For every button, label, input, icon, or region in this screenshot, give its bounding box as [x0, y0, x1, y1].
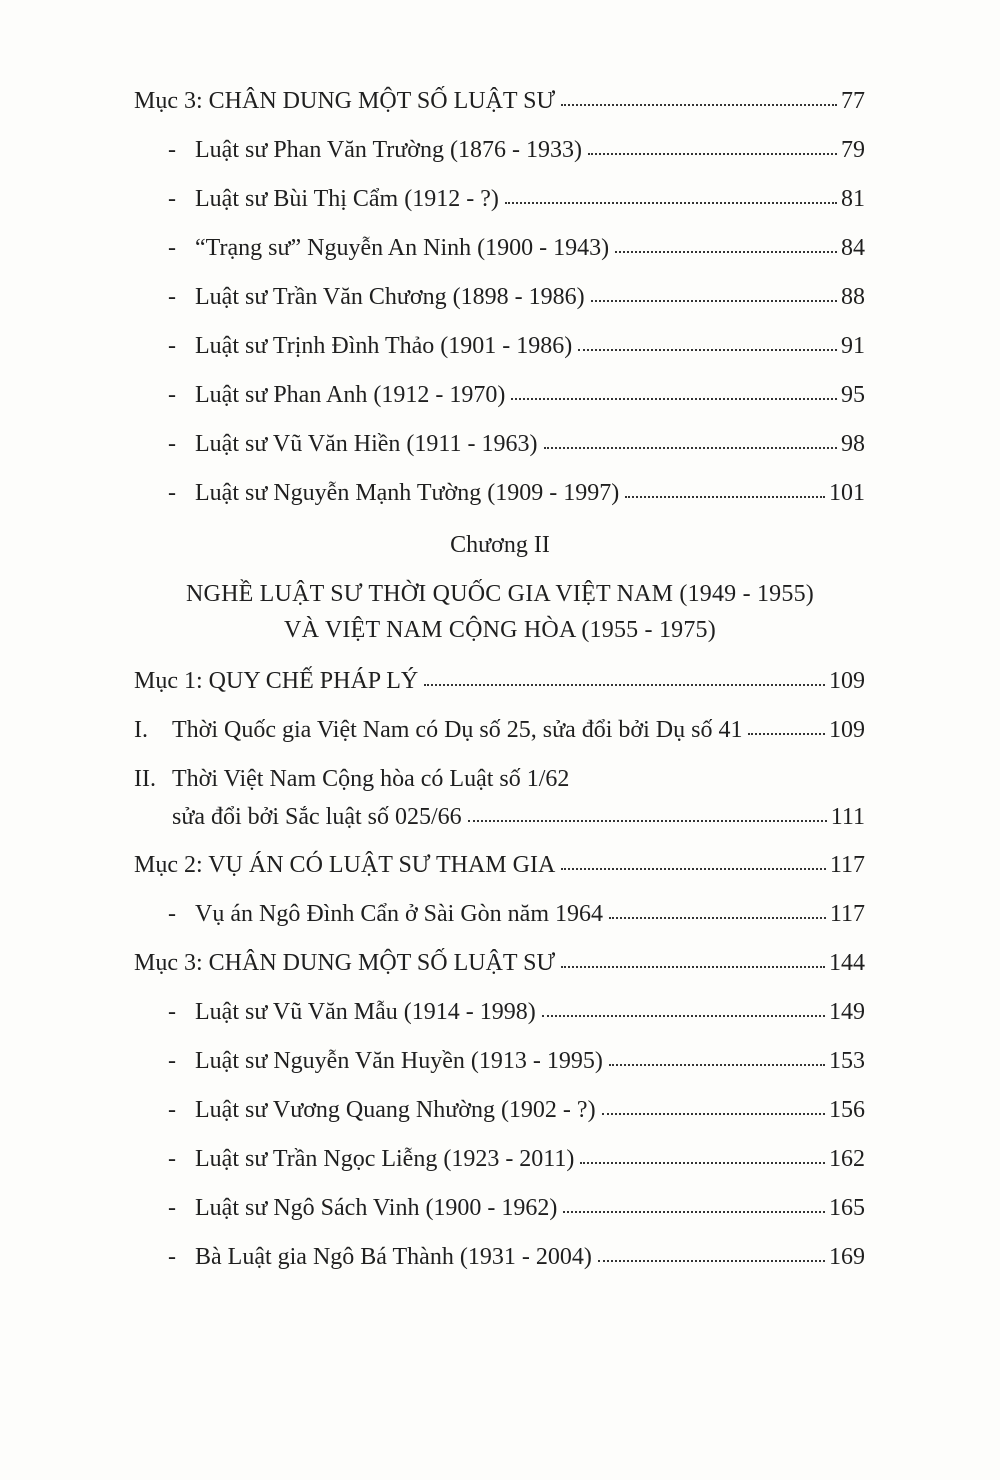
- toc-page-number: 77: [841, 88, 865, 114]
- toc-entry-label: Luật sư Nguyễn Văn Huyền (1913 - 1995): [195, 1048, 603, 1074]
- toc-entry-label: Thời Quốc gia Việt Nam có Dụ số 25, sửa đổi bởi Dụ số 41: [172, 717, 743, 743]
- leader-dots: [580, 1161, 825, 1164]
- toc-entry[interactable]: [168, 329, 865, 363]
- bullet-dash: -: [168, 1097, 176, 1123]
- toc-entry-label: Luật sư Nguyễn Mạnh Tường (1909 - 1997): [195, 480, 620, 506]
- toc-entry[interactable]: [168, 378, 865, 412]
- bullet-dash: -: [168, 1195, 176, 1221]
- toc-page-number: 95: [841, 382, 865, 408]
- toc-entry-label: Luật sư Phan Anh (1912 - 1970): [195, 382, 506, 408]
- toc-page-number: 156: [829, 1097, 865, 1123]
- leader-dots: [625, 495, 825, 498]
- toc-entry-label: Bà Luật gia Ngô Bá Thành (1931 - 2004): [195, 1244, 592, 1270]
- toc-entry-label: Luật sư Trần Văn Chương (1898 - 1986): [195, 284, 585, 310]
- toc-page-number: 98: [841, 431, 865, 457]
- toc-page-number: 109: [829, 717, 865, 743]
- toc-page-number: 169: [829, 1244, 865, 1270]
- leader-dots: [748, 732, 825, 735]
- toc-page-number: 165: [829, 1195, 865, 1221]
- bullet-dash: -: [168, 333, 176, 359]
- toc-entry-label: Luật sư Phan Văn Trường (1876 - 1933): [195, 137, 582, 163]
- toc-page-number: 101: [829, 480, 865, 506]
- toc-heading-muc3-a[interactable]: [134, 84, 865, 118]
- toc-page-number: 111: [830, 804, 865, 830]
- toc-page-number: 84: [841, 235, 865, 261]
- toc-entry-label: Luật sư Vương Quang Nhường (1902 - ?): [195, 1097, 596, 1123]
- toc-entry-label: Luật sư Trịnh Đình Thảo (1901 - 1986): [195, 333, 573, 359]
- toc-entry[interactable]: [168, 231, 865, 265]
- bullet-dash: -: [168, 1048, 176, 1074]
- toc-entry-label: Luật sư Trần Ngọc Liễng (1923 - 2011): [195, 1146, 575, 1172]
- toc-heading-muc1[interactable]: [134, 664, 865, 698]
- toc-entry[interactable]: [168, 897, 865, 931]
- bullet-dash: -: [168, 235, 176, 261]
- toc-heading-label: Mục 3: CHÂN DUNG MỘT SỐ LUẬT SƯ: [134, 88, 556, 114]
- leader-dots: [544, 446, 837, 449]
- bullet-dash: -: [168, 382, 176, 408]
- toc-page-number: 79: [841, 137, 865, 163]
- toc-page-number: 81: [841, 186, 865, 212]
- leader-dots: [591, 299, 837, 302]
- toc-entry-label: Luật sư Vũ Văn Mẫu (1914 - 1998): [195, 999, 536, 1025]
- bullet-dash: -: [168, 137, 176, 163]
- leader-dots: [578, 348, 837, 351]
- leader-dots: [505, 201, 837, 204]
- toc-entry[interactable]: [168, 133, 865, 167]
- toc-heading-muc2[interactable]: [134, 848, 865, 882]
- toc-page-number: 109: [829, 668, 865, 694]
- toc-page-number: 153: [829, 1048, 865, 1074]
- bullet-dash: -: [168, 1244, 176, 1270]
- toc-heading-label: Mục 1: QUY CHẾ PHÁP LÝ: [134, 668, 419, 694]
- toc-entry-label: Luật sư Ngô Sách Vinh (1900 - 1962): [195, 1195, 558, 1221]
- toc-page-number: 149: [829, 999, 865, 1025]
- toc-entry-label: Thời Việt Nam Cộng hòa có Luật số 1/62: [172, 766, 570, 792]
- toc-entry-roman-1[interactable]: [134, 713, 865, 747]
- bullet-dash: -: [168, 901, 176, 927]
- leader-dots: [542, 1014, 825, 1017]
- toc-entry[interactable]: [168, 1191, 865, 1225]
- leader-dots: [588, 152, 837, 155]
- toc-entry-label-cont: sửa đổi bởi Sắc luật số 025/66: [172, 804, 462, 830]
- toc-page-number: 162: [829, 1146, 865, 1172]
- toc-entry-label: “Trạng sư” Nguyễn An Ninh (1900 - 1943): [195, 235, 610, 261]
- toc-entry[interactable]: [168, 1093, 865, 1127]
- leader-dots: [602, 1112, 825, 1115]
- toc-entry[interactable]: [168, 182, 865, 216]
- toc-entry-label: Luật sư Bùi Thị Cẩm (1912 - ?): [195, 186, 499, 212]
- toc-entry-continuation[interactable]: [172, 800, 865, 834]
- bullet-dash: -: [168, 999, 176, 1025]
- leader-dots: [561, 965, 825, 968]
- toc-entry[interactable]: [168, 427, 865, 461]
- leader-dots: [563, 1210, 825, 1213]
- leader-dots: [609, 1063, 825, 1066]
- toc-entry[interactable]: [168, 1240, 865, 1274]
- bullet-dash: -: [168, 186, 176, 212]
- bullet-dash: -: [168, 480, 176, 506]
- leader-dots: [609, 916, 826, 919]
- chapter-title-line2: VÀ VIỆT NAM CỘNG HÒA (1955 - 1975): [284, 617, 716, 643]
- toc-heading-label: Mục 3: CHÂN DUNG MỘT SỐ LUẬT SƯ: [134, 950, 556, 976]
- toc-entry[interactable]: [168, 476, 865, 510]
- leader-dots: [598, 1259, 825, 1262]
- chapter-number: Chương II: [450, 532, 550, 558]
- bullet-dash: -: [168, 1146, 176, 1172]
- leader-dots: [511, 397, 837, 400]
- toc-heading-label: Mục 2: VỤ ÁN CÓ LUẬT SƯ THAM GIA: [134, 852, 556, 878]
- toc-entry-label: Luật sư Vũ Văn Hiền (1911 - 1963): [195, 431, 538, 457]
- chapter-title-line1: NGHỀ LUẬT SƯ THỜI QUỐC GIA VIỆT NAM (1949 - 1955): [186, 581, 814, 607]
- leader-dots: [561, 103, 837, 106]
- roman-numeral: I.: [134, 717, 148, 743]
- toc-page-number: 91: [841, 333, 865, 359]
- toc-entry[interactable]: [168, 995, 865, 1029]
- leader-dots: [468, 819, 827, 822]
- toc-entry[interactable]: [168, 280, 865, 314]
- bullet-dash: -: [168, 431, 176, 457]
- bullet-dash: -: [168, 284, 176, 310]
- leader-dots: [424, 683, 825, 686]
- toc-page-number: 117: [829, 901, 865, 927]
- leader-dots: [615, 250, 837, 253]
- leader-dots: [561, 867, 826, 870]
- toc-entry-roman-2[interactable]: [134, 762, 865, 796]
- roman-numeral: II.: [134, 766, 156, 792]
- toc-entry[interactable]: [168, 1044, 865, 1078]
- toc-page-number: 88: [841, 284, 865, 310]
- toc-heading-muc3-b[interactable]: [134, 946, 865, 980]
- toc-entry-label: Vụ án Ngô Đình Cẩn ở Sài Gòn năm 1964: [195, 901, 603, 927]
- toc-entry[interactable]: [168, 1142, 865, 1176]
- toc-page-number: 117: [829, 852, 865, 878]
- toc-page-number: 144: [829, 950, 865, 976]
